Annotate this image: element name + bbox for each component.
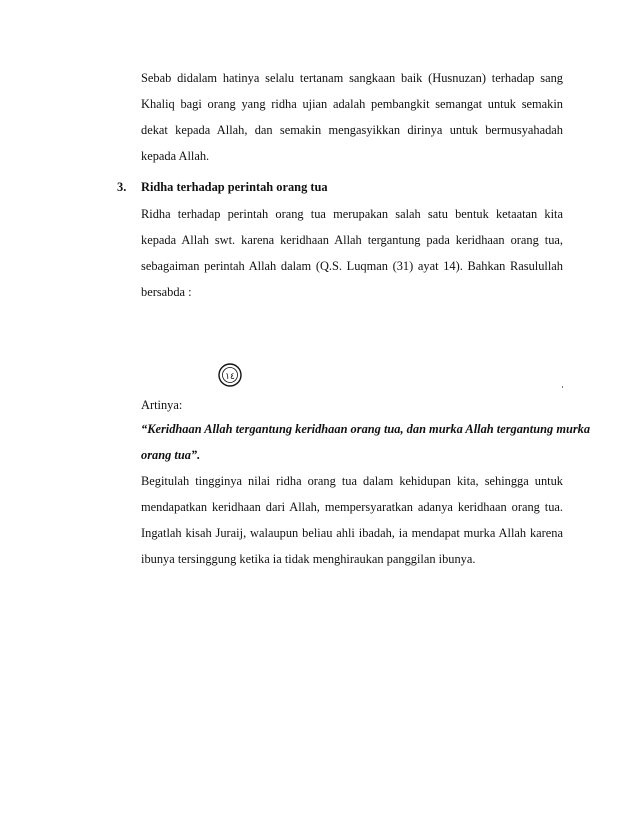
intro-paragraph: [141, 65, 563, 169]
section-paragraph: [141, 201, 563, 305]
translation-quote: [141, 416, 591, 468]
text-line: mendapatkan keridhaan dari Allah, mempersyaratkan adanya keridhaan orang tua.: [141, 500, 563, 514]
text-line: kepada Allah.: [141, 149, 210, 163]
text-line: dekat kepada Allah, dan semakin mengasyikkan dirinya untuk bermusyahadah: [141, 123, 563, 137]
quote-line: “Keridhaan Allah tergantung keridhaan orang tua, dan murka Allah tergantung murka: [141, 422, 591, 436]
translation-label: Artinya:: [141, 398, 183, 412]
verse-number: ١٤: [225, 372, 235, 382]
quote-line: orang tua”.: [141, 448, 201, 462]
text-line: ibunya tersinggung ketika ia tidak menghiraukan panggilan ibunya.: [141, 552, 476, 566]
section-number: 3.: [117, 180, 127, 194]
text-line: Ingatlah kisah Juraij, walaupun beliau ahli ibadah, ia mendapat murka Allah karena: [141, 526, 563, 540]
arabic-line-2: [562, 359, 563, 391]
text-line: bersabda :: [141, 285, 192, 299]
text-line: Ridha terhadap perintah orang tua merupakan salah satu bentuk ketaatan kita: [141, 207, 563, 221]
arabic-verse-image: [206, 303, 563, 391]
text-line: sebagaiman perintah Allah dalam (Q.S. Luqman (31) ayat 14). Bahkan Rasulullah: [141, 259, 563, 273]
closing-paragraph: [141, 468, 563, 572]
text-line: Khaliq bagi orang yang ridha ujian adalah pembangkit semangat untuk semakin: [141, 97, 563, 111]
text-line: kepada Allah swt. karena keridhaan Allah tergantung pada keridhaan orang tua,: [141, 233, 563, 247]
section-title: Ridha terhadap perintah orang tua: [141, 180, 328, 194]
text-line: Sebab didalam hatinya selalu tertanam sangkaan baik (Husnuzan) terhadap sang: [141, 71, 563, 85]
text-line: Begitulah tingginya nilai ridha orang tua dalam kehidupan kita, sehingga untuk: [141, 474, 563, 488]
